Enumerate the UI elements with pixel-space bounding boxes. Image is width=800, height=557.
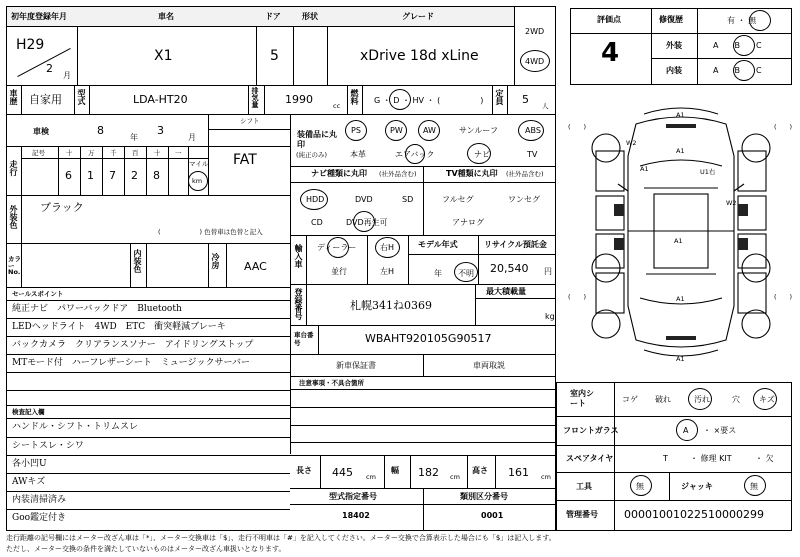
fuel-label: 燃料 — [350, 89, 359, 105]
import-parallel: 並行 — [331, 267, 347, 276]
seat-label: 室内シート — [570, 389, 594, 409]
category-number-value: 0001 — [481, 511, 504, 520]
sales-point-line-3: バックカメラ クリアランスソナー アイドリングストップ — [12, 340, 254, 350]
model-year-unknown: 不明 — [458, 269, 474, 278]
import-label: 輸入車 — [294, 244, 303, 268]
navi-sub: (社外品含む) — [379, 170, 417, 178]
navi-label: ナビ種類に丸印 — [311, 169, 367, 178]
inspection-label: 車検 — [33, 127, 49, 136]
shift-label: シフト — [240, 117, 260, 125]
equipment-sublabel: (純正のみ) — [296, 151, 328, 159]
mileage-digit-2: 1 — [87, 169, 94, 182]
equip-ps-circle — [345, 120, 367, 141]
seat-yabure: 破れ — [655, 395, 671, 404]
registration-label: 登録番号 — [294, 288, 303, 320]
diagram-paren-1: ( ) — [568, 123, 587, 131]
diagram-paren-3: ( ) — [568, 293, 587, 301]
width-label: 幅 — [391, 466, 399, 475]
exterior-label: 外装 — [666, 41, 682, 50]
mileage-unit-6: 一 — [175, 149, 182, 157]
sales-point-line-1: 純正ナビ パワーバックドア Bluetooth — [12, 304, 182, 314]
mileage-digit-3: 7 — [109, 169, 116, 182]
interior-color-label: 内装色 — [133, 249, 142, 273]
seat-ana: 穴 — [732, 395, 740, 404]
score-value: 4 — [601, 38, 620, 68]
model-label: 車名 — [158, 12, 174, 21]
length-unit: cm — [366, 473, 376, 481]
navi-hdd-circle — [300, 189, 328, 210]
diagram-a1-left: A1 — [640, 165, 649, 173]
diagram-paren-4: ( ) — [774, 293, 793, 301]
capacity-unit: 人 — [542, 102, 549, 110]
mileage-unit-km: km — [192, 177, 203, 185]
diagram-a1-bottom: A1 — [676, 355, 685, 363]
recycle-value: 20,540 — [490, 262, 529, 275]
drive-4wd: 4WD — [525, 57, 545, 66]
diagram-a1-rear: A1 — [676, 295, 685, 303]
equip-airbag-circle — [405, 144, 425, 164]
equipment-label: 装備品に丸印 — [297, 130, 337, 150]
color-no-label: カラーNo. — [8, 255, 21, 276]
footer-line-1: 走行距離の記号欄にはメーター改ざん車は「*」、メーター交換車は「$」、走行不明車は「#」を記入してください。メーター交換で合算表示した場合にも「$」は記入します。 — [6, 534, 556, 542]
equip-tv: TV — [527, 150, 538, 159]
windshield-a-circle — [676, 419, 698, 441]
color-value: ブラック — [40, 201, 84, 214]
mileage-digit-4: 2 — [131, 169, 138, 182]
type-value: LDA-HT20 — [133, 93, 188, 106]
repair-none-circle — [749, 10, 771, 31]
jack-value: 無 — [750, 482, 758, 491]
seat-yogore-circle — [688, 388, 712, 410]
equip-navi-circle — [467, 143, 491, 164]
mileage-unit-3: 千 — [110, 149, 117, 157]
inspection-year-unit: 年 — [130, 133, 138, 142]
diagram-a1-top: A1 — [676, 111, 685, 119]
diagram-w2-front: W2 — [626, 139, 637, 147]
color-label: 外装色 — [9, 205, 18, 229]
inspection-month-unit: 月 — [188, 133, 196, 142]
color-note: ( ) 色替車は色替と記入 — [158, 228, 263, 236]
height-unit: cm — [541, 473, 551, 481]
sales-points-label: セールスポイント — [12, 290, 64, 298]
grade-value: xDrive 18d xLine — [360, 48, 479, 64]
equip-pw: PW — [390, 126, 403, 135]
inspection-note-3: 各小凹U — [12, 459, 47, 469]
warranty-manual: 車両取説 — [473, 361, 505, 370]
navi-dvd-play-circle — [353, 211, 375, 232]
equip-ps: PS — [351, 126, 361, 135]
type-designation-value: 18402 — [342, 511, 370, 520]
equip-aw: AW — [423, 126, 436, 135]
navi-hdd: HDD — [306, 195, 325, 204]
tools-value: 無 — [636, 482, 644, 491]
shape-label: 形状 — [302, 12, 318, 21]
inspection-note-6: Goo鑑定付き — [12, 513, 67, 523]
height-label: 高さ — [472, 466, 488, 475]
mileage-digit-5: 8 — [153, 169, 160, 182]
shift-value: FAT — [233, 152, 257, 168]
vehicle-damage-diagram — [566, 96, 796, 368]
equip-leather: 本革 — [350, 150, 366, 159]
equip-navi: ナビ — [474, 150, 490, 159]
mileage-sublabel: 記号 — [32, 149, 45, 157]
inspection-year: 8 — [97, 124, 104, 137]
mileage-digit-1: 6 — [65, 169, 72, 182]
tools-none-circle — [630, 475, 652, 496]
capacity-value: 5 — [522, 93, 529, 106]
width-unit: cm — [450, 473, 460, 481]
model-value: X1 — [154, 48, 173, 64]
use-value: 自家用 — [29, 93, 62, 106]
tools-label: 工具 — [576, 482, 592, 491]
model-year-label: モデル年式 — [418, 240, 458, 249]
inspection-note-2: シートスレ・シワ — [12, 441, 84, 451]
equip-aw-circle — [418, 120, 440, 141]
model-year-unknown-circle — [454, 262, 478, 282]
length-label: 長さ — [296, 466, 312, 475]
recycle-unit: 円 — [544, 267, 552, 276]
notes-label: 注意事項・不具合箇所 — [299, 379, 364, 387]
navi-dvd: DVD — [355, 195, 373, 204]
ac-label: 冷房 — [211, 253, 220, 269]
tv-sub: (社外品含む) — [506, 170, 544, 178]
height-value: 161 — [508, 466, 529, 479]
diagram-paren-2: ( ) — [774, 123, 793, 131]
management-value: 00001001022510000299 — [624, 508, 764, 521]
vehicle-outline-svg — [566, 96, 796, 368]
exterior-b-circle — [733, 35, 755, 56]
score-label: 評価点 — [597, 15, 621, 24]
tv-label: TV種類に丸印 — [446, 169, 498, 178]
drive-2wd: 2WD — [525, 27, 545, 36]
mileage-unit-1: 十 — [66, 149, 73, 157]
cc-unit: cc — [333, 102, 341, 110]
recycle-label: リサイクル預託金 — [484, 240, 547, 249]
cc-label: 排気量 — [251, 87, 259, 108]
max-load-label: 最大積載量 — [486, 287, 526, 296]
spare-kit: ・ 修理 KIT — [690, 454, 732, 463]
inspection-note-4: AWキズ — [12, 477, 46, 487]
seat-yogore: 汚れ — [694, 395, 710, 404]
chassis-label: 車台番号 — [294, 331, 314, 348]
inspection-month: 3 — [157, 124, 164, 137]
import-dealer-circle — [327, 237, 349, 258]
grade-label: グレード — [402, 12, 434, 21]
repair-label: 修復歴 — [659, 15, 683, 24]
door-label: ドア — [265, 12, 281, 21]
diagram-w2-rear: W2 — [726, 199, 737, 207]
equip-abs: ABS — [525, 126, 541, 135]
exterior-options: A B C — [713, 41, 762, 50]
diagram-a1-hood: A1 — [676, 147, 685, 155]
length-value: 445 — [332, 466, 353, 479]
mileage-unit-4: 百 — [132, 149, 139, 157]
import-right-h: 右H — [380, 243, 395, 252]
import-left-h: 左H — [380, 267, 395, 276]
windshield-a: A — [683, 426, 689, 435]
sales-point-line-4: MTモード付 ハーフレザーシート ミュージックサーバー — [12, 358, 251, 368]
mileage-unit-mile: マイル — [189, 160, 209, 168]
sales-point-line-2: LEDヘッドライト 4WD ETC 衝突軽減ブレーキ — [12, 322, 226, 332]
equip-sunroof: サンルーフ — [459, 126, 498, 135]
tv-oneseg: ワンセグ — [508, 195, 540, 204]
registration-value: 札幌341ね0369 — [350, 299, 432, 312]
interior-label: 内装 — [666, 66, 682, 75]
cc-value: 1990 — [285, 93, 313, 106]
type-label: 型式 — [77, 89, 86, 105]
mileage-km-circle — [188, 171, 208, 191]
max-load-unit: kg — [545, 312, 555, 321]
equip-airbag: エアバック — [395, 150, 435, 159]
seat-kizu-circle — [753, 388, 777, 410]
interior-b-circle — [733, 60, 755, 81]
seat-kizu: キズ — [759, 395, 775, 404]
first-reg-month: 2 — [46, 62, 53, 75]
fuel-diesel-circle — [389, 89, 411, 110]
footer-line-2: ただし、メーター交換の条件を満たしていないものはメーター改ざん車扱いとなります。 — [6, 545, 286, 553]
drive-4wd-circle — [520, 50, 550, 72]
seat-koge: コゲ — [622, 395, 638, 404]
windshield-label: フロントガラス — [563, 426, 619, 435]
ac-value: AAC — [244, 260, 267, 273]
jack-none-circle — [744, 475, 766, 496]
model-year-unit: 年 — [434, 269, 442, 278]
diagram-a1-mid: A1 — [674, 237, 683, 245]
capacity-label: 定員 — [495, 89, 504, 105]
inspection-notes-label: 検査記入欄 — [12, 408, 45, 416]
first-reg-month-unit: 月 — [63, 71, 71, 80]
tv-fullseg: フルセグ — [442, 195, 474, 204]
width-value: 182 — [418, 466, 439, 479]
management-label: 管理番号 — [566, 510, 598, 519]
inspection-note-1: ハンドル・シフト・トリムスレ — [12, 422, 139, 432]
repair-options: 有 ・ 無 — [727, 16, 757, 25]
type-designation-label: 型式指定番号 — [329, 492, 377, 501]
mileage-label: 走行 — [9, 160, 18, 176]
warranty-new-car: 新車保証書 — [336, 361, 376, 370]
spare-t: T — [663, 454, 668, 463]
import-right-h-circle — [375, 237, 400, 258]
interior-options: A B C — [713, 66, 762, 75]
equip-abs-circle — [518, 120, 544, 141]
first-reg-label: 初年度登録年月 — [11, 12, 67, 21]
navi-dvd-play: DVD再生可 — [346, 218, 388, 227]
spare-label: スペアタイヤ — [566, 454, 614, 463]
tv-analog: アナログ — [452, 218, 484, 227]
first-reg-era: H29 — [16, 37, 45, 53]
diagram-side-right: U1右 — [700, 168, 716, 176]
fuel-options: G ・ D ・ HV ・ ( ) — [374, 96, 484, 105]
mileage-unit-2: 万 — [88, 149, 95, 157]
import-dealer: ディーラー — [317, 243, 357, 252]
spare-missing: ・ 欠 — [755, 454, 774, 463]
navi-cd: CD — [311, 218, 323, 227]
navi-sd: SD — [402, 195, 414, 204]
equip-pw-circle — [385, 120, 407, 141]
use-label: 車歴 — [9, 89, 18, 105]
chassis-value: WBAHT920105G90517 — [365, 332, 492, 345]
inspection-note-5: 内装清掃済み — [12, 495, 67, 505]
category-number-label: 類別区分番号 — [460, 492, 508, 501]
jack-label: ジャッキ — [681, 482, 713, 491]
mileage-unit-5: 十 — [154, 149, 161, 157]
door-value: 5 — [270, 48, 279, 64]
windshield-replace: ・ ×要ス — [703, 426, 737, 435]
